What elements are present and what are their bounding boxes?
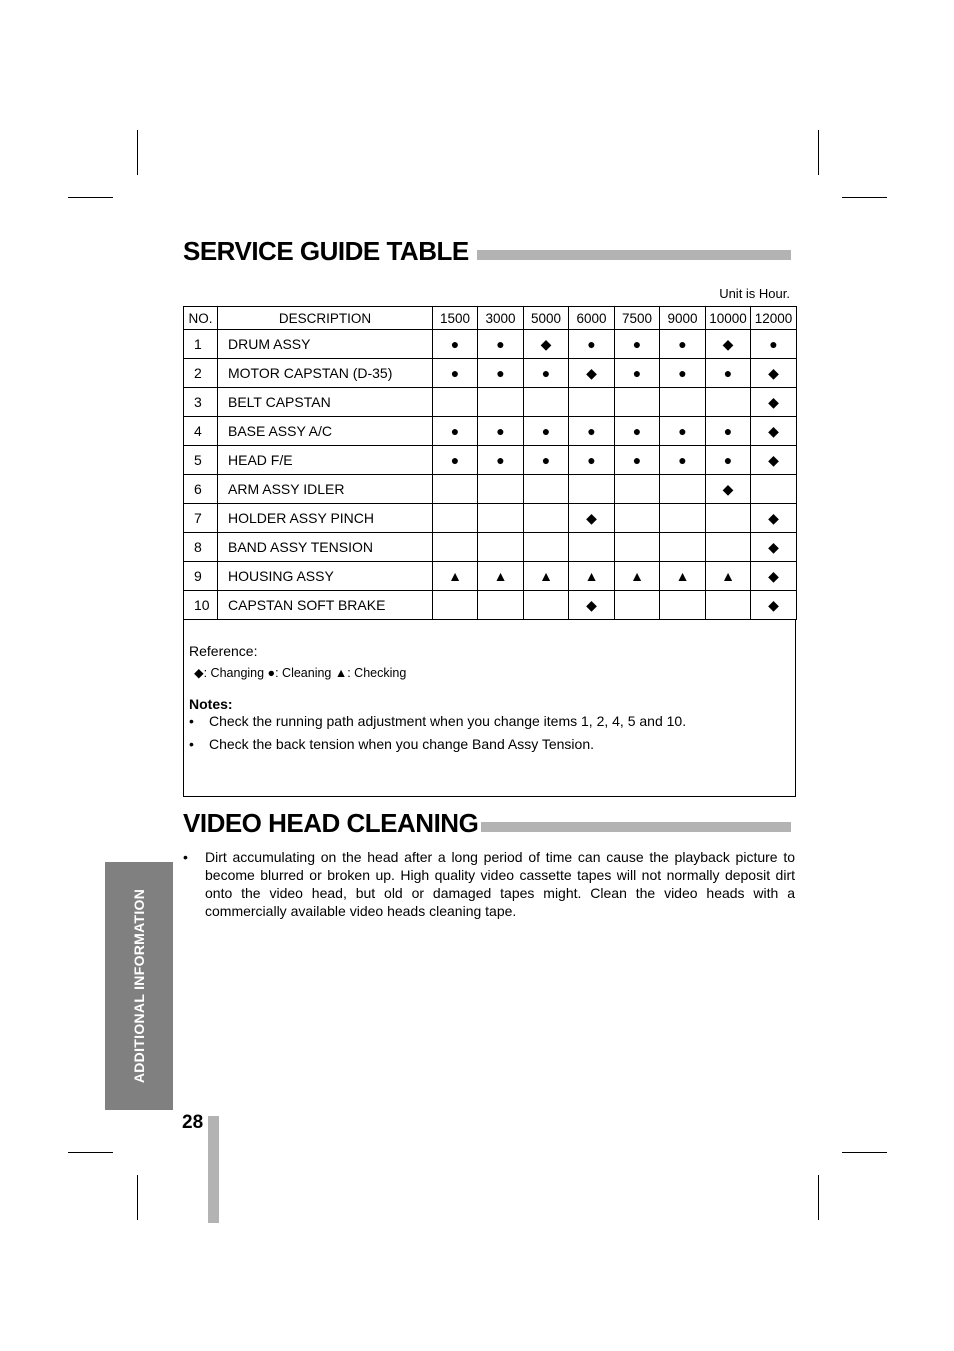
bullet: • [183, 849, 188, 865]
table-row [184, 359, 797, 388]
maintenance-mark: ● [706, 446, 751, 475]
service-guide-table [183, 306, 797, 620]
video-head-cleaning-title: VIDEO HEAD CLEANING [183, 808, 479, 838]
row-description: DRUM ASSY [218, 330, 433, 359]
maintenance-mark: ▲ [433, 562, 478, 591]
maintenance-mark [615, 475, 660, 504]
row-description: HOUSING ASSY [218, 562, 433, 591]
maintenance-mark: ◆ [569, 504, 615, 533]
heading-rule [481, 822, 791, 832]
maintenance-mark [524, 533, 569, 562]
header-cell: 6000 [569, 307, 615, 330]
row-description: BAND ASSY TENSION [218, 533, 433, 562]
row-description: HEAD F/E [218, 446, 433, 475]
maintenance-mark [615, 504, 660, 533]
maintenance-mark: ● [433, 417, 478, 446]
maintenance-mark: ◆ [751, 359, 797, 388]
note-item [189, 736, 594, 752]
maintenance-mark [706, 504, 751, 533]
table-row [184, 446, 797, 475]
maintenance-mark: ● [615, 359, 660, 388]
maintenance-mark: ● [524, 446, 569, 475]
maintenance-mark: ● [569, 330, 615, 359]
row-description: MOTOR CAPSTAN (D-35) [218, 359, 433, 388]
header-cell: 9000 [660, 307, 706, 330]
maintenance-mark: ● [615, 446, 660, 475]
maintenance-mark: ● [660, 330, 706, 359]
maintenance-mark: ● [706, 359, 751, 388]
maintenance-mark: ● [615, 330, 660, 359]
header-cell: 3000 [478, 307, 524, 330]
table-header-row [184, 307, 797, 330]
maintenance-mark: ◆ [569, 591, 615, 620]
maintenance-mark [569, 533, 615, 562]
maintenance-mark: ▲ [706, 562, 751, 591]
table-row [184, 388, 797, 417]
header-cell: 1500 [433, 307, 478, 330]
side-tab-label: ADDITIONAL INFORMATION [131, 888, 147, 1084]
row-number: 1 [184, 330, 218, 359]
header-cell: 7500 [615, 307, 660, 330]
row-description: CAPSTAN SOFT BRAKE [218, 591, 433, 620]
crop-mark [818, 1175, 819, 1220]
maintenance-mark: ● [433, 359, 478, 388]
row-number: 5 [184, 446, 218, 475]
maintenance-mark [569, 388, 615, 417]
row-number: 4 [184, 417, 218, 446]
maintenance-mark [660, 533, 706, 562]
page-number-bar [208, 1116, 219, 1223]
crop-mark [68, 197, 113, 198]
maintenance-mark: ● [569, 446, 615, 475]
maintenance-mark: ● [615, 417, 660, 446]
cleaning-paragraph [183, 848, 795, 920]
maintenance-mark [660, 591, 706, 620]
header-cell: NO. [184, 307, 218, 330]
maintenance-mark [569, 475, 615, 504]
maintenance-mark: ◆ [751, 504, 797, 533]
row-number: 2 [184, 359, 218, 388]
maintenance-mark [660, 388, 706, 417]
maintenance-mark [706, 533, 751, 562]
maintenance-mark [706, 388, 751, 417]
table-row [184, 533, 797, 562]
service-guide-title: SERVICE GUIDE TABLE [183, 236, 469, 266]
notes-title: Notes: [189, 696, 233, 712]
maintenance-mark: ◆ [569, 359, 615, 388]
maintenance-mark [478, 591, 524, 620]
crop-mark [842, 197, 887, 198]
row-description: HOLDER ASSY PINCH [218, 504, 433, 533]
reference-title: Reference: [189, 643, 258, 659]
header-cell: DESCRIPTION [218, 307, 433, 330]
maintenance-mark: ◆ [751, 533, 797, 562]
maintenance-mark: ▲ [524, 562, 569, 591]
service-guide-heading [183, 236, 791, 267]
table-row [184, 417, 797, 446]
maintenance-mark: ◆ [706, 330, 751, 359]
table-row [184, 562, 797, 591]
maintenance-mark [751, 475, 797, 504]
reference-legend: ◆: Changing ●: Cleaning ▲: Checking [194, 666, 407, 680]
table-row [184, 504, 797, 533]
maintenance-mark: ● [478, 417, 524, 446]
maintenance-mark: ◆ [706, 475, 751, 504]
maintenance-mark: ◆ [751, 591, 797, 620]
maintenance-mark [615, 533, 660, 562]
maintenance-mark: ▲ [615, 562, 660, 591]
row-number: 6 [184, 475, 218, 504]
maintenance-mark: ▲ [660, 562, 706, 591]
maintenance-mark [524, 475, 569, 504]
maintenance-mark: ● [524, 359, 569, 388]
header-cell: 10000 [706, 307, 751, 330]
maintenance-mark: ◆ [751, 562, 797, 591]
crop-mark [818, 130, 819, 175]
note-text: Check the running path adjustment when you change items 1, 2, 4, 5 and 10. [209, 713, 687, 729]
maintenance-mark: ▲ [478, 562, 524, 591]
maintenance-mark: ◆ [751, 446, 797, 475]
unit-note: Unit is Hour. [719, 286, 790, 301]
maintenance-mark: ● [478, 359, 524, 388]
table-row [184, 591, 797, 620]
maintenance-mark: ● [660, 417, 706, 446]
maintenance-mark: ● [751, 330, 797, 359]
maintenance-mark [615, 388, 660, 417]
note-item [189, 713, 686, 729]
maintenance-mark [615, 591, 660, 620]
maintenance-mark [706, 591, 751, 620]
note-text: Check the back tension when you change Band Assy Tension. [209, 736, 594, 752]
maintenance-mark [433, 475, 478, 504]
row-description: BELT CAPSTAN [218, 388, 433, 417]
crop-mark [137, 130, 138, 175]
maintenance-mark: ● [569, 417, 615, 446]
bullet: • [189, 736, 194, 752]
maintenance-mark [433, 533, 478, 562]
crop-mark [68, 1152, 113, 1153]
maintenance-mark [433, 504, 478, 533]
row-number: 10 [184, 591, 218, 620]
header-cell: 5000 [524, 307, 569, 330]
maintenance-mark: ● [660, 359, 706, 388]
maintenance-mark [524, 504, 569, 533]
page-number: 28 [182, 1112, 204, 1133]
maintenance-mark [524, 591, 569, 620]
crop-mark [137, 1175, 138, 1220]
maintenance-mark [660, 504, 706, 533]
table-row [184, 475, 797, 504]
maintenance-mark: ▲ [569, 562, 615, 591]
heading-rule [477, 250, 791, 260]
maintenance-mark [478, 504, 524, 533]
maintenance-mark [524, 388, 569, 417]
maintenance-mark: ● [660, 446, 706, 475]
row-number: 7 [184, 504, 218, 533]
row-description: BASE ASSY A/C [218, 417, 433, 446]
maintenance-mark: ● [478, 446, 524, 475]
row-description: ARM ASSY IDLER [218, 475, 433, 504]
maintenance-mark [433, 388, 478, 417]
maintenance-mark: ● [478, 330, 524, 359]
maintenance-mark [478, 475, 524, 504]
row-number: 9 [184, 562, 218, 591]
maintenance-mark: ● [524, 417, 569, 446]
table-row [184, 330, 797, 359]
maintenance-mark: ◆ [751, 388, 797, 417]
maintenance-mark: ◆ [751, 417, 797, 446]
maintenance-mark [433, 591, 478, 620]
video-head-cleaning-heading [183, 808, 791, 839]
maintenance-mark [478, 388, 524, 417]
bullet: • [189, 713, 194, 729]
maintenance-mark: ● [706, 417, 751, 446]
crop-mark [842, 1152, 887, 1153]
maintenance-mark [660, 475, 706, 504]
maintenance-mark: ● [433, 330, 478, 359]
row-number: 8 [184, 533, 218, 562]
cleaning-text: Dirt accumulating on the head after a long period of time can cause the playback picture to become blurred or broken up. High quality video cassette tapes will not normally deposit dirt onto the video head, but old or damaged tapes might. Clean the video heads with a commercially available video heads cleaning tape. [205, 849, 795, 919]
row-number: 3 [184, 388, 218, 417]
maintenance-mark: ● [433, 446, 478, 475]
maintenance-mark [478, 533, 524, 562]
section-side-tab [105, 862, 173, 1110]
maintenance-mark: ◆ [524, 330, 569, 359]
header-cell: 12000 [751, 307, 797, 330]
reference-box [183, 619, 796, 797]
